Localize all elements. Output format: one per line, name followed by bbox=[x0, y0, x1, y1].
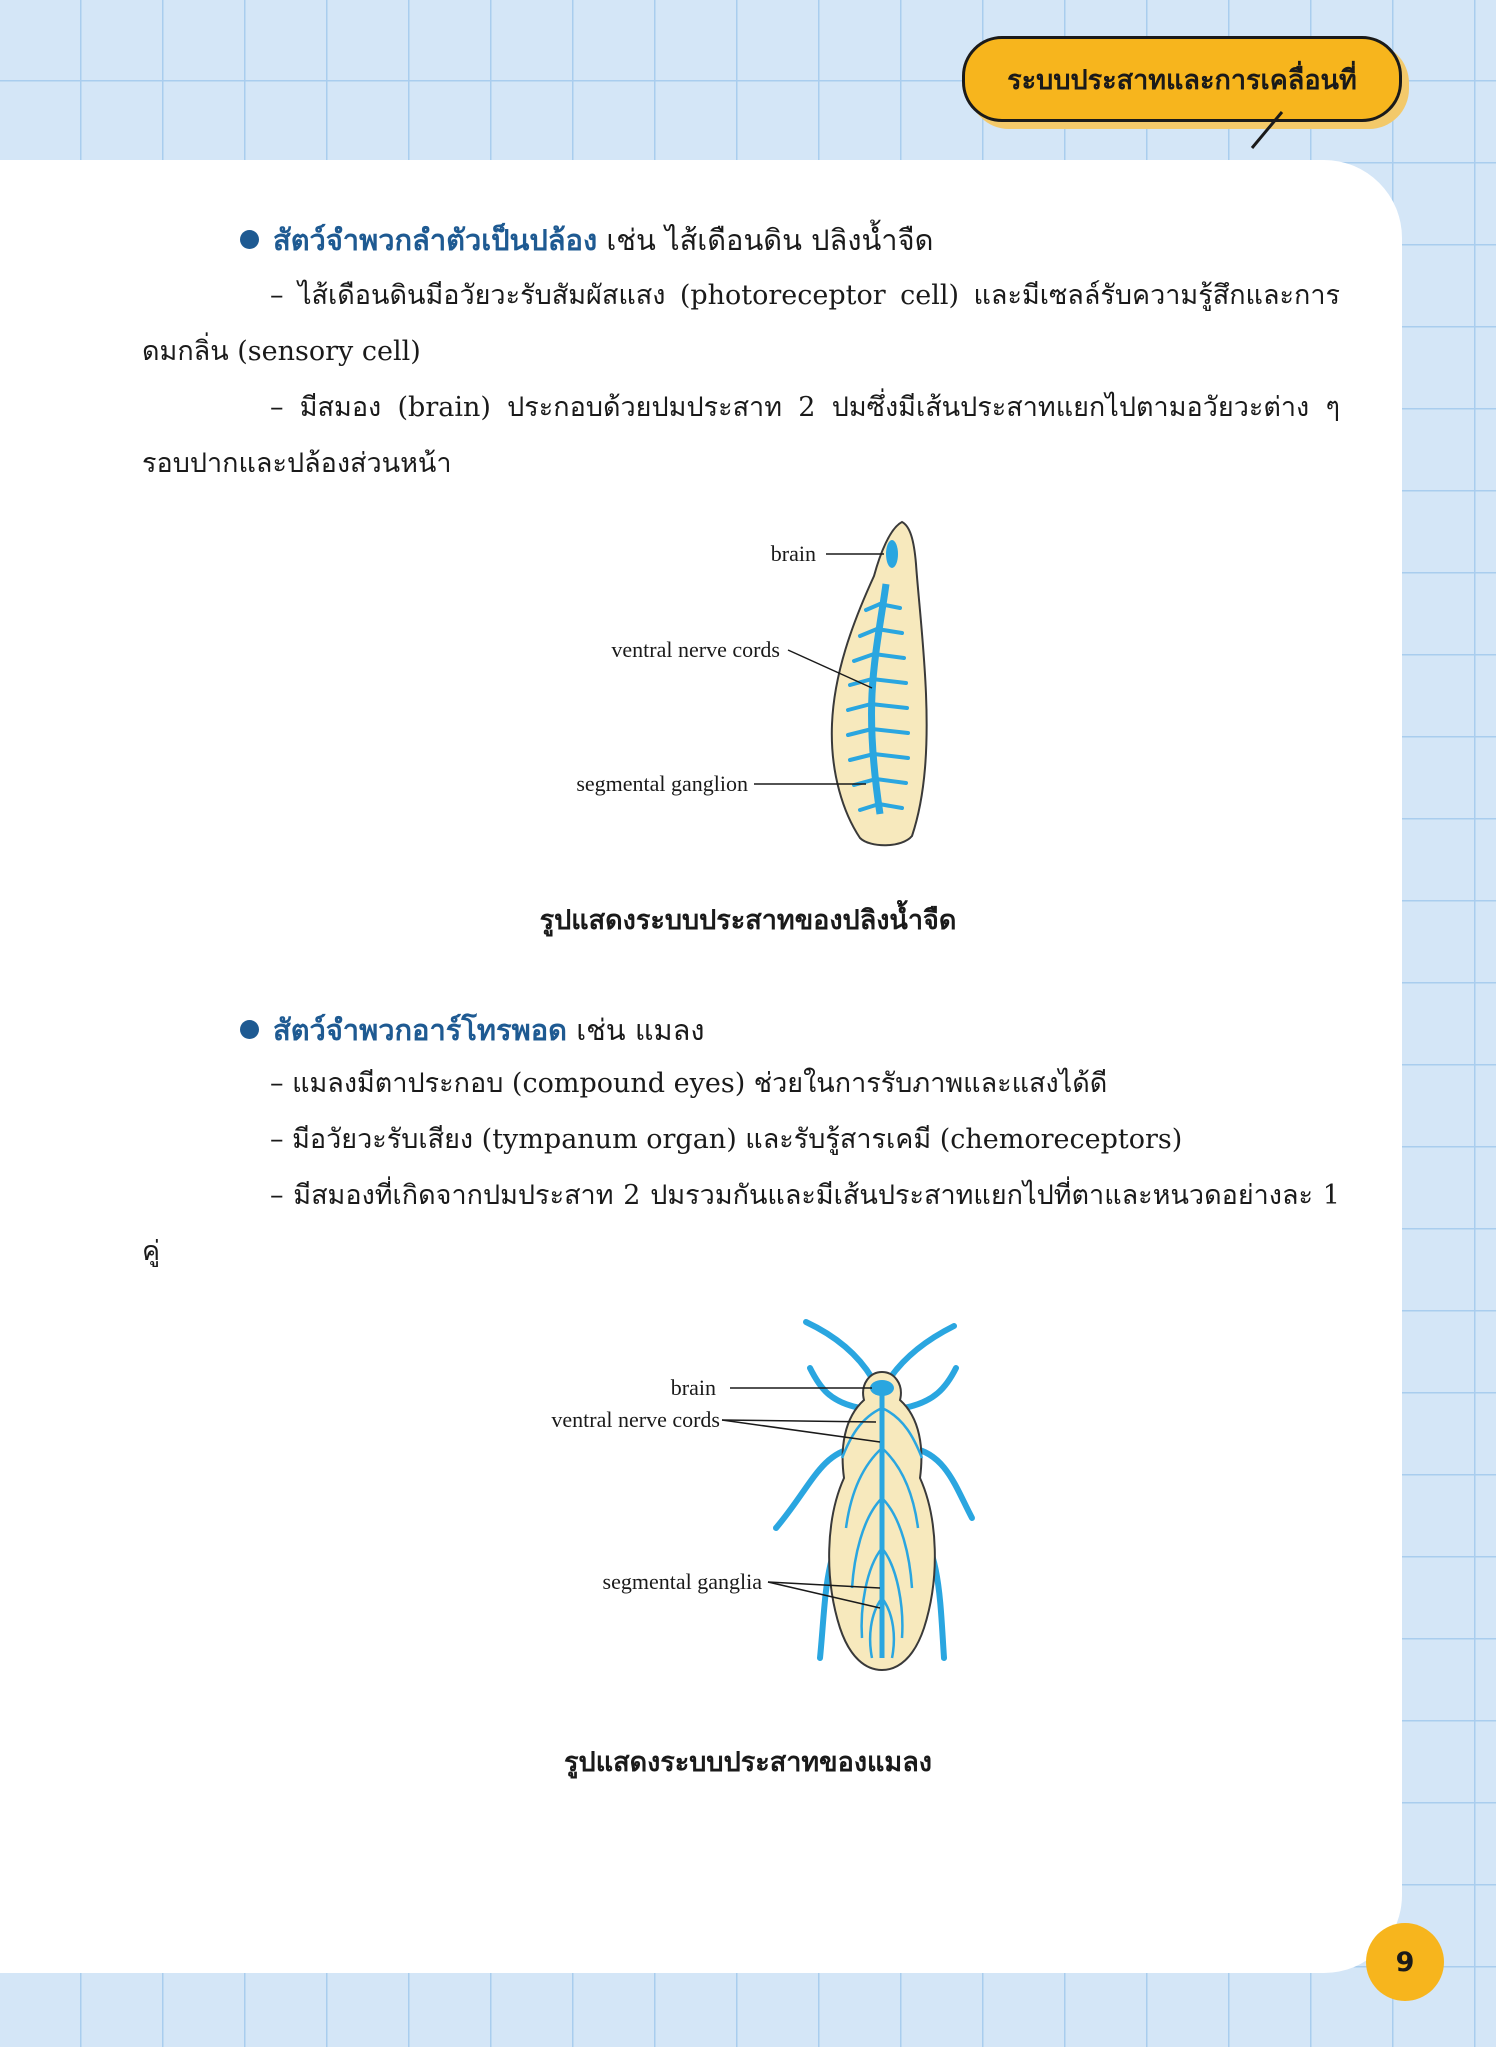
bullet-icon bbox=[240, 230, 259, 249]
section2-caption: รูปแสดงระบบประสาทของแมลง bbox=[564, 1747, 932, 1778]
chapter-tag: ระบบประสาทและการเคลื่อนที่ bbox=[962, 36, 1402, 122]
section1-para2: – มีสมอง (brain) ประกอบด้วยปมประสาท 2 ปมซึ่งมีเส้นประสาทแยกไปตามอวัยวะต่าง ๆ รอบปากและปล้องส่วนหน้า bbox=[142, 392, 1340, 479]
section2-para3: – มีสมองที่เกิดจากปมประสาท 2 ปมรวมกันและมีเส้นประสาทแยกไปที่ตาและหนวดอย่างละ 1 คู่ bbox=[142, 1180, 1340, 1267]
label-segmental-ganglia: segmental ganglia bbox=[602, 1569, 762, 1594]
label-brain: brain bbox=[770, 541, 816, 566]
section1-para1: – ไส้เดือนดินมีอวัยวะรับสัมผัสแสง (photoreceptor cell) และมีเซลล์รับความรู้สึกและการดมกลิ่น (sensory cell) bbox=[142, 280, 1340, 367]
section2-heading bbox=[240, 1010, 705, 1050]
leech-nervous-system-figure bbox=[530, 514, 970, 854]
section2-para1: – แมลงมีตาประกอบ (compound eyes) ช่วยในการรับภาพและแสงได้ดี bbox=[270, 1068, 1108, 1099]
section1-heading-rest: เช่น ไส้เดือนดิน ปลิงน้ำจืด bbox=[606, 223, 934, 257]
section2-para2: – มีอวัยวะรับเสียง (tympanum organ) และรับรู้สารเคมี (chemoreceptors) bbox=[270, 1124, 1183, 1155]
label-segmental-ganglion: segmental ganglion bbox=[576, 771, 748, 796]
insect-nervous-system-figure bbox=[520, 1318, 980, 1688]
bullet-icon bbox=[240, 1020, 259, 1039]
section1-heading-strong: สัตว์จำพวกลำตัวเป็นปล้อง bbox=[273, 223, 598, 257]
section2-heading-strong: สัตว์จำพวกอาร์โทรพอด bbox=[273, 1013, 567, 1047]
section2-heading-rest: เช่น แมลง bbox=[576, 1013, 705, 1047]
page-number-badge: 9 bbox=[1366, 1923, 1444, 2001]
section1-caption: รูปแสดงระบบประสาทของปลิงน้ำจืด bbox=[539, 905, 957, 936]
label-ventral-nerve-cords: ventral nerve cords bbox=[551, 1407, 720, 1432]
label-ventral-nerve-cords: ventral nerve cords bbox=[611, 637, 780, 662]
section1-heading bbox=[240, 220, 933, 260]
tag-tail-icon bbox=[1240, 108, 1300, 154]
label-brain: brain bbox=[670, 1375, 716, 1400]
